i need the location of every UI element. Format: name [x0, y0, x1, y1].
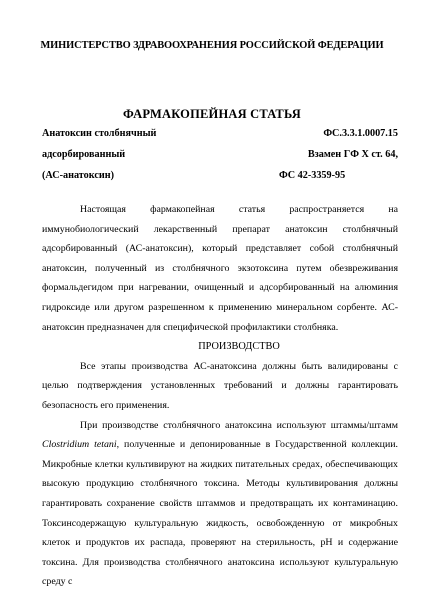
meta-row: [42, 169, 398, 190]
drug-name-line-2: адсорбированный: [42, 149, 126, 160]
drug-name-line-1: Анатоксин столбнячный: [42, 128, 157, 139]
replaces-reference-2: ФС 42-3359-95: [279, 170, 346, 181]
strains-text-end: , полученные и депонированные в Государственной коллекции. Микробные клетки культивируют на жидких питательных средах, обеспечивающих высокую продукцию столбнячного токсина. Методы культивирования должны гарантировать сохранение свойств штаммов и предотвращать их контаминацию. Токсинсодержащую культуральную жидкость, освобожденную от микробных клеток и продуктов их распада, проверяют на стерильность, рН и содержание токсина. Для производства столбнячного анатоксина используют культуральную среду с: [42, 439, 398, 588]
ministry-header: МИНИСТЕРСТВО ЗДРАВООХРАНЕНИЯ РОССИЙСКОЙ ФЕДЕРАЦИИ: [40, 40, 384, 51]
validation-paragraph: Все этапы производства АС-анатоксина должны быть валидированы с целью подтверждения установленных требований и должны гарантировать безопасность его применения.: [42, 360, 398, 411]
replaces-reference-1: Взамен ГФ Х ст. 64,: [307, 149, 398, 160]
intro-paragraph: Настоящая фармакопейная статья распространяется на иммунобиологический лекарственный препарат анатоксин столбнячный адсорбированный (АС-анатоксин), который представляет собой столбнячный анатоксин, полученный из столбнячного экзотоксина путем обезвреживания формальдегидом при нагревании, очищенный и адсорбированный на алюминия гидроксиде или другом разрешенном к применению минеральном сорбенте. АС-анатоксин предназначен для специфической профилактики столбняка.: [42, 204, 398, 333]
monograph-number: ФС.3.3.1.0007.15: [323, 128, 398, 139]
meta-row: [42, 148, 398, 169]
document-meta: [42, 127, 398, 190]
species-name: Clostridium tetani: [42, 439, 117, 451]
strains-paragraph: [42, 416, 398, 592]
document-title: ФАРМАКОПЕЙНАЯ СТАТЬЯ: [123, 107, 301, 121]
drug-name-line-3: (АС-анатоксин): [42, 170, 115, 181]
strains-text-start: При производстве столбнячного анатоксина используют штаммы/штамм: [80, 419, 398, 431]
document-body: [42, 200, 398, 592]
meta-row: [42, 127, 398, 148]
section-heading-production: ПРОИЗВОДСТВО: [198, 341, 280, 353]
